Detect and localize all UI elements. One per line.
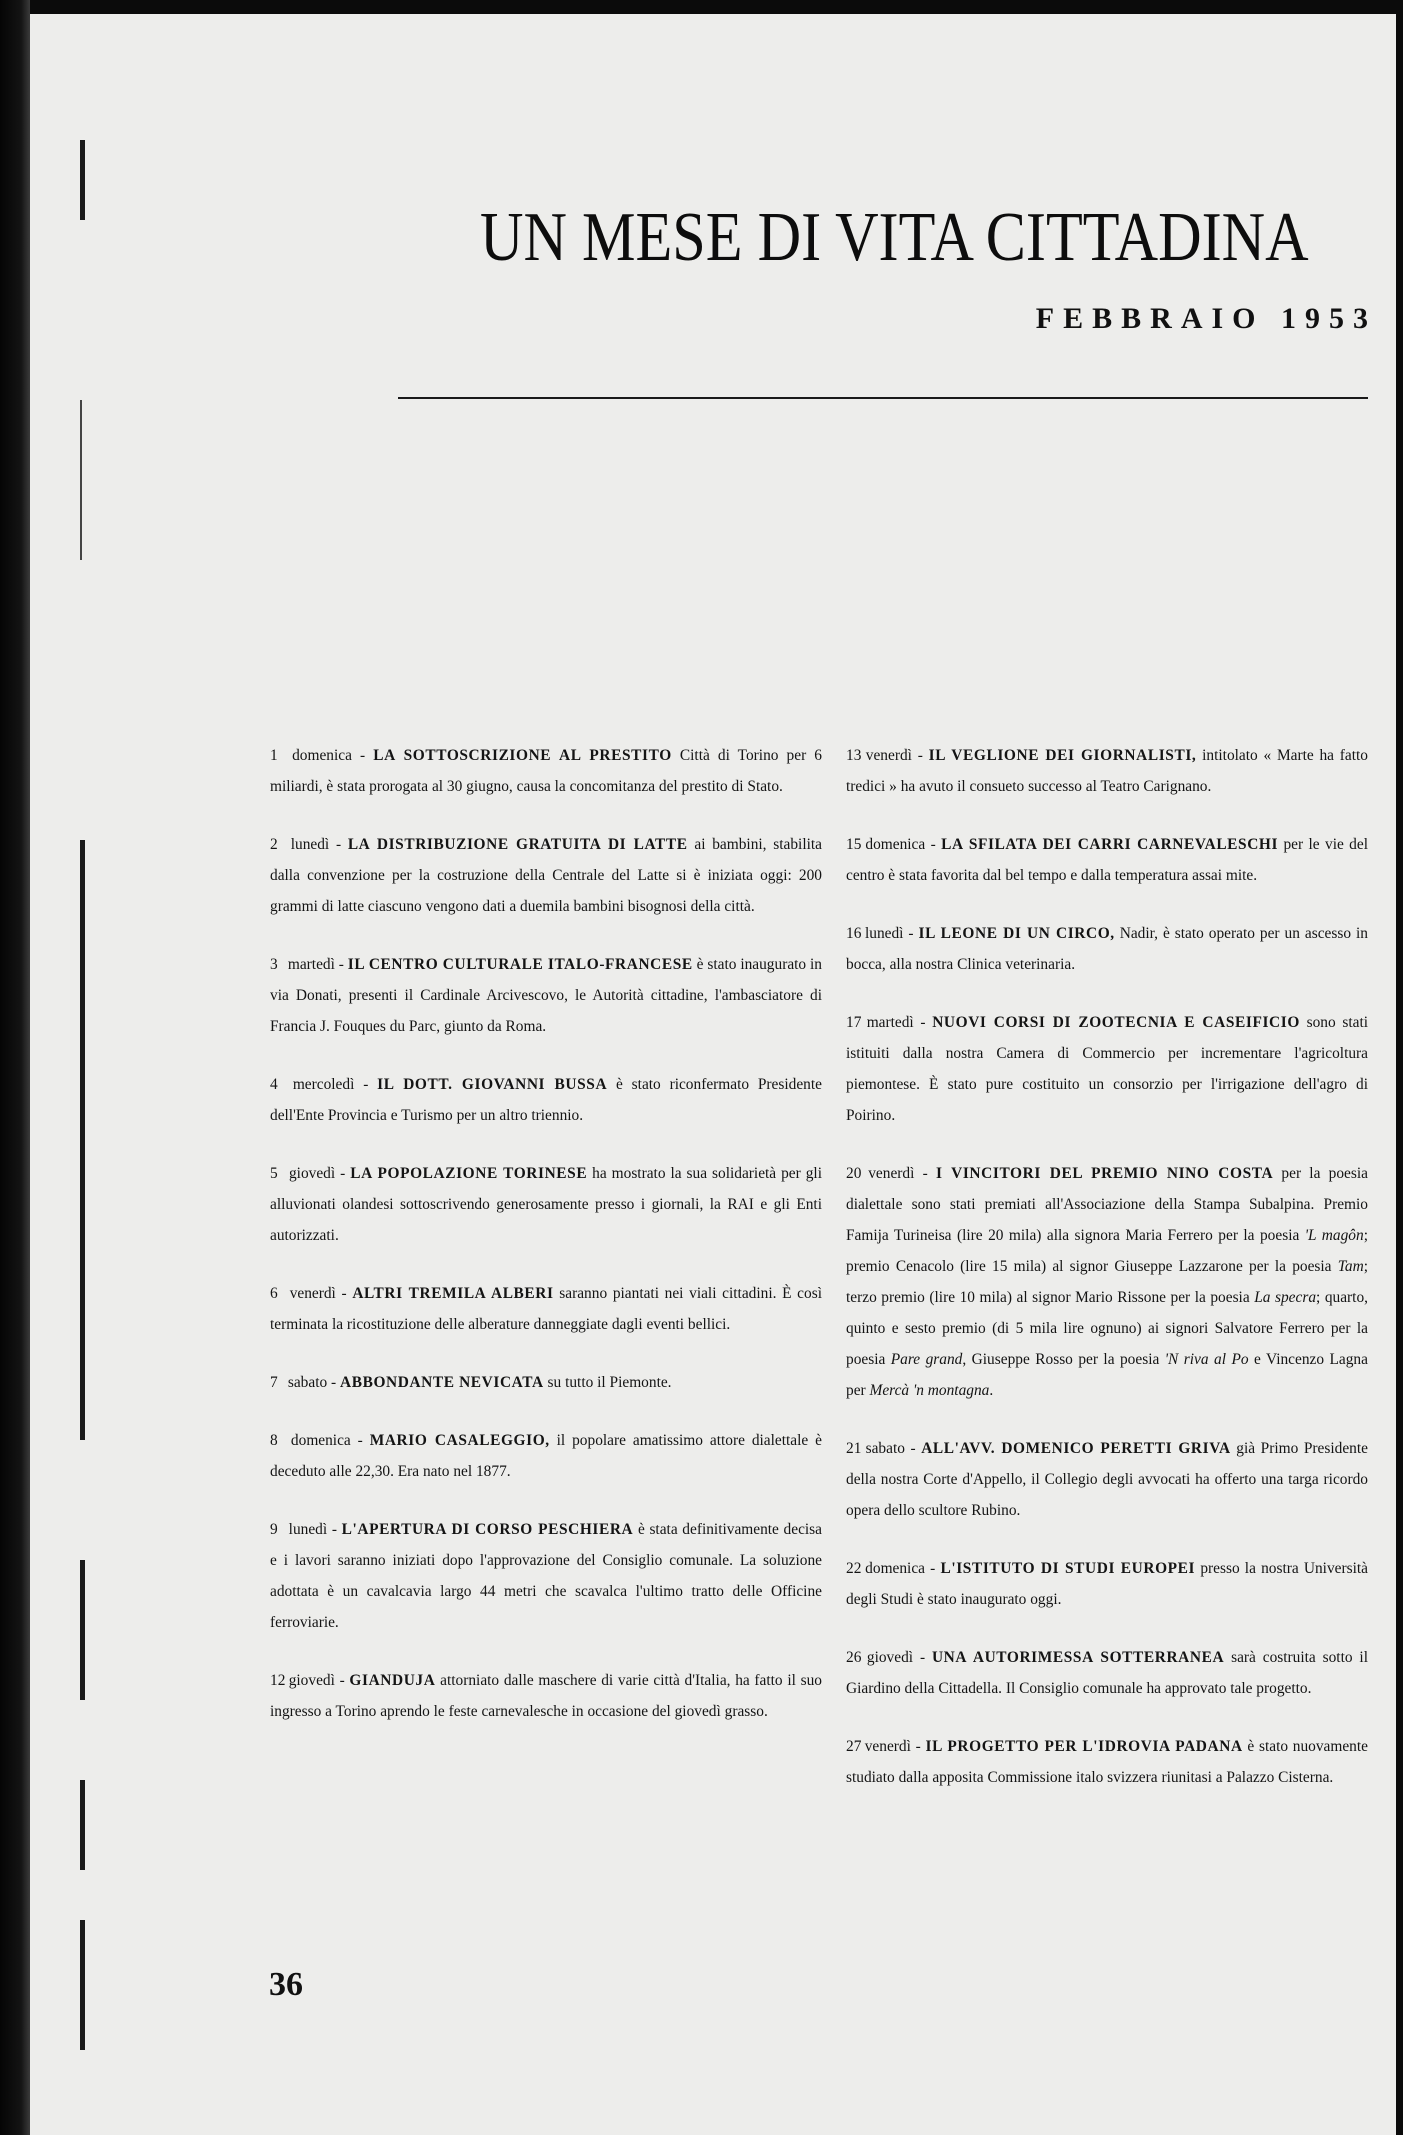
entry-day-number: 7	[270, 1374, 278, 1391]
chronicle-entry: 16 lunedì - IL LEONE DI UN CIRCO, Nadir, è stato operato per un ascesso in bocca, alla nostra Clinica veterinaria.	[846, 918, 1368, 980]
entry-body: è stato riconfermato Presidente dell'Ente Provincia e Turismo per un altro triennio.	[270, 1076, 822, 1124]
entry-day-number: 22	[846, 1560, 862, 1577]
entry-headline: MARIO CASALEGGIO,	[369, 1432, 550, 1449]
entry-body: attorniato dalle maschere di varie città d'Italia, ha fatto il suo ingresso a Torino aprendo le feste carnevalesche in occasione del giovedì grasso.	[270, 1672, 822, 1720]
entry-headline: ABBONDANTE NEVICATA	[340, 1374, 544, 1391]
entry-weekday: martedì	[287, 956, 335, 973]
entry-weekday: giovedì	[866, 1649, 914, 1666]
entry-body: intitolato « Marte ha fatto tredici » ha avuto il consueto successo al Teatro Carignano.	[846, 747, 1368, 795]
chronicle-entry: 4 mercoledì - IL DOTT. GIOVANNI BUSSA è stato riconfermato Presidente dell'Ente Provincia e Turismo per un altro triennio.	[270, 1069, 822, 1131]
entry-body: ai bambini, stabilita dalla convenzione per la costruzione della Centrale del Latte si è iniziata oggi: 200 grammi di latte ciascuno vengono dati a duemila bambini bisognosi della città.	[270, 836, 822, 915]
entry-weekday: giovedì	[288, 1672, 335, 1689]
entry-day-number: 3	[270, 956, 278, 973]
entry-body: ; premio Cenacolo (lire 15 mila) al signor Giuseppe Lazzarone per la poesia	[846, 1227, 1368, 1275]
poem-title: 'L magôn	[1304, 1227, 1364, 1244]
entry-body: , Giuseppe Rosso per la poesia	[962, 1351, 1160, 1368]
chronicle-entry: 13 venerdì - IL VEGLIONE DEI GIORNALISTI, intitolato « Marte ha fatto tredici » ha avuto il consueto successo al Teatro Carignano.	[846, 740, 1368, 802]
entry-body: Nadir, è stato operato per un ascesso in bocca, alla nostra Clinica veterinaria.	[846, 925, 1368, 973]
entry-body: per la poesia dialettale sono stati premiati all'Associazione della Stampa Subalpina. Premio Famija Turineisa (lire 20 mila) alla signora Maria Ferrero per la poesia	[846, 1165, 1368, 1244]
chronicle-entry: 6 venerdì - ALTRI TREMILA ALBERI saranno piantati nei viali cittadini. È così terminata la ricostituzione delle alberature danneggiate dagli eventi bellici.	[270, 1278, 822, 1340]
entry-headline: IL DOTT. GIOVANNI BUSSA	[377, 1076, 608, 1093]
chronicle-entry: 1 domenica - LA SOTTOSCRIZIONE AL PRESTITO Città di Torino per 6 miliardi, è stata prorogata al 30 giugno, causa la concomitanza del prestito di Stato.	[270, 740, 822, 802]
chronicle-entry: 8 domenica - MARIO CASALEGGIO, il popolare amatissimo attore dialettale è deceduto alle 22,30. Era nato nel 1877.	[270, 1425, 822, 1487]
chronicle-entry: 7 sabato - ABBONDANTE NEVICATA su tutto il Piemonte.	[270, 1367, 822, 1398]
entry-body: il popolare amatissimo attore dialettale è deceduto alle 22,30. Era nato nel 1877.	[270, 1432, 822, 1480]
entry-headline: IL VEGLIONE DEI GIORNALISTI,	[928, 747, 1197, 764]
entry-day-number: 5	[270, 1165, 278, 1182]
entry-day-number: 15	[846, 836, 862, 853]
chronicle-entry: 2 lunedì - LA DISTRIBUZIONE GRATUITA DI LATTE ai bambini, stabilita dalla convenzione per la costruzione della Centrale del Latte si è iniziata oggi: 200 grammi di latte ciascuno vengono dati a duemila bambini bisognosi della città.	[270, 829, 822, 922]
entry-day-number: 26	[846, 1649, 862, 1666]
entry-body: per le vie del centro è stata favorita dal bel tempo e dalla temperatura assai mite.	[846, 836, 1368, 884]
poem-title: La specra	[1254, 1289, 1317, 1306]
scan-mark	[80, 1920, 85, 2050]
entry-headline: LA POPOLAZIONE TORINESE	[350, 1165, 588, 1182]
entry-headline: NUOVI CORSI DI ZOOTECNIA E CASEIFICIO	[932, 1014, 1300, 1031]
chronicle-entry: 15 domenica - LA SFILATA DEI CARRI CARNEVALESCHI per le vie del centro è stata favorita dal bel tempo e dalla temperatura assai mite.	[846, 829, 1368, 891]
entry-body: è stato inaugurato in via Donati, presenti il Cardinale Arcivescovo, le Autorità cittadine, l'ambasciatore di Francia J. Fouques du Parc, giunto da Roma.	[270, 956, 822, 1035]
scan-border-top	[0, 0, 1403, 14]
entry-body: su tutto il Piemonte.	[547, 1374, 672, 1391]
page-number: 36	[269, 1966, 303, 2003]
entry-body: saranno piantati nei viali cittadini. È così terminata la ricostituzione delle alberature danneggiate dagli eventi bellici.	[270, 1285, 822, 1333]
poem-title: Mercà 'n montagna	[869, 1382, 990, 1399]
entry-day-number: 4	[270, 1076, 278, 1093]
scan-border-right	[1396, 0, 1403, 2135]
entry-headline: L'ISTITUTO DI STUDI EUROPEI	[940, 1560, 1196, 1577]
entry-weekday: giovedì	[288, 1165, 336, 1182]
entry-weekday: lunedì	[288, 1521, 328, 1538]
entry-day-number: 12	[270, 1672, 286, 1689]
entry-body: sarà costruita sotto il Giardino della Cittadella. Il Consiglio comunale ha approvato tale progetto.	[846, 1649, 1368, 1697]
entry-day-number: 6	[270, 1285, 278, 1302]
entry-headline: IL PROGETTO PER L'IDROVIA PADANA	[925, 1738, 1243, 1755]
entry-weekday: venerdì	[289, 1285, 336, 1302]
entry-body: .	[989, 1382, 994, 1399]
entry-day-number: 17	[846, 1014, 862, 1031]
entry-body: è stata definitivamente decisa e i lavori saranno iniziati dopo l'approvazione del Consiglio comunale. La soluzione adottata è un cavalcavia largo 44 metri che scavalca l'ultimo tratto delle Officine ferroviarie.	[270, 1521, 823, 1631]
entry-day-number: 21	[846, 1440, 862, 1457]
chronicle-entry: 22 domenica - L'ISTITUTO DI STUDI EUROPEI presso la nostra Università degli Studi è stato inaugurato oggi.	[846, 1553, 1368, 1615]
entry-headline: L'APERTURA DI CORSO PESCHIERA	[341, 1521, 634, 1538]
poem-title: Tam	[1337, 1258, 1364, 1275]
entry-headline: IL LEONE DI UN CIRCO,	[918, 925, 1115, 942]
entry-body: presso la nostra Università degli Studi è stato inaugurato oggi.	[846, 1560, 1368, 1608]
entry-day-number: 9	[270, 1521, 278, 1538]
entry-weekday: sabato	[865, 1440, 905, 1457]
right-column	[846, 740, 1368, 1820]
entry-weekday: domenica	[865, 836, 926, 853]
entry-day-number: 16	[846, 925, 862, 942]
entry-day-number: 8	[270, 1432, 278, 1449]
entry-headline: LA SFILATA DEI CARRI CARNEVALESCHI	[941, 836, 1279, 853]
entry-weekday: domenica	[865, 1560, 925, 1577]
entry-day-number: 2	[270, 836, 278, 853]
entry-headline: I VINCITORI DEL PREMIO NINO COSTA	[935, 1165, 1274, 1182]
scan-mark	[80, 840, 85, 1440]
poem-title: Pare grand	[890, 1351, 963, 1368]
entry-headline: LA DISTRIBUZIONE GRATUITA DI LATTE	[347, 836, 688, 853]
entry-weekday: sabato	[287, 1374, 328, 1391]
chronicle-entry: 5 giovedì - LA POPOLAZIONE TORINESE ha mostrato la sua solidarietà per gli alluvionati olandesi sottoscrivendo generosamente presso i giornali, la RAI e gli Enti autorizzati.	[270, 1158, 822, 1251]
entry-body: è stato nuovamente studiato dalla apposita Commissione italo svizzera riunitasi a Palazzo Cisterna.	[846, 1738, 1368, 1786]
chronicle-entry: 9 lunedì - L'APERTURA DI CORSO PESCHIERA è stata definitivamente decisa e i lavori saranno iniziati dopo l'approvazione del Consiglio comunale. La soluzione adottata è un cavalcavia largo 44 metri che scavalca l'ultimo tratto delle Officine ferroviarie.	[270, 1514, 822, 1638]
entry-day-number: 27	[846, 1738, 862, 1755]
scan-mark	[80, 400, 82, 560]
entry-weekday: martedì	[866, 1014, 914, 1031]
chronicle-entry: 12 giovedì - GIANDUJA attorniato dalle maschere di varie città d'Italia, ha fatto il suo ingresso a Torino aprendo le feste carnevalesche in occasione del giovedì grasso.	[270, 1665, 822, 1727]
page-title: UN MESE DI VITA CITTADINA	[480, 199, 1309, 276]
entry-body: già Primo Presidente della nostra Corte d'Appello, il Collegio degli avvocati ha offerto una targa ricordo opera dello scultore Rubino.	[846, 1440, 1368, 1519]
entry-body: e Vincenzo Lagna per	[846, 1351, 1368, 1399]
entry-headline: GIANDUJA	[349, 1672, 436, 1689]
entry-headline: UNA AUTORIMESSA SOTTERRANEA	[931, 1649, 1225, 1666]
chronicle-entry: 17 martedì - NUOVI CORSI DI ZOOTECNIA E CASEIFICIO sono stati istituiti dalla nostra Camera di Commercio per incrementare l'agricoltura piemontese. È stato pure costituito un consorzio per l'irrigazione dell'agro di Poirino.	[846, 1007, 1368, 1131]
entry-weekday: venerdì	[865, 747, 912, 764]
entry-body: ; quarto, quinto e sesto premio (di 5 mila lire ognuno) ai signori Salvatore Ferrero per la poesia	[846, 1289, 1368, 1368]
entry-headline: LA SOTTOSCRIZIONE AL PRESTITO	[373, 747, 672, 764]
entry-weekday: venerdì	[864, 1738, 911, 1755]
entry-weekday: domenica	[292, 747, 352, 764]
entry-weekday: domenica	[290, 1432, 351, 1449]
entry-headline: ALL'AVV. DOMENICO PERETTI GRIVA	[921, 1440, 1231, 1457]
chronicle-entry: 26 giovedì - UNA AUTORIMESSA SOTTERRANEA sarà costruita sotto il Giardino della Cittadella. Il Consiglio comunale ha approvato tale progetto.	[846, 1642, 1368, 1704]
page-subtitle-date: FEBBRAIO 1953	[1035, 302, 1377, 335]
title-rule	[398, 397, 1368, 399]
entry-headline: ALTRI TREMILA ALBERI	[352, 1285, 554, 1302]
entry-body: ha mostrato la sua solidarietà per gli alluvionati olandesi sottoscrivendo generosamente presso i giornali, la RAI e gli Enti autorizzati.	[270, 1165, 822, 1244]
chronicle-entry: 21 sabato - ALL'AVV. DOMENICO PERETTI GRIVA già Primo Presidente della nostra Corte d'Appello, il Collegio degli avvocati ha offerto una targa ricordo opera dello scultore Rubino.	[846, 1433, 1368, 1526]
entry-weekday: mercoledì	[292, 1076, 355, 1093]
scan-border-left	[0, 0, 30, 2135]
entry-body: ; terzo premio (lire 10 mila) al signor Mario Rissone per la poesia	[846, 1258, 1368, 1306]
chronicle-entry: 3 martedì - IL CENTRO CULTURALE ITALO-FRANCESE è stato inaugurato in via Donati, presenti il Cardinale Arcivescovo, le Autorità cittadine, l'ambasciatore di Francia J. Fouques du Parc, giunto da Roma.	[270, 949, 822, 1042]
entry-weekday: lunedì	[290, 836, 330, 853]
scan-mark	[80, 1780, 85, 1870]
entry-body: Città di Torino per 6 miliardi, è stata prorogata al 30 giugno, causa la concomitanza del prestito di Stato.	[270, 747, 822, 795]
scan-mark	[80, 140, 85, 220]
entry-headline: IL CENTRO CULTURALE ITALO-FRANCESE	[347, 956, 693, 973]
entry-weekday: venerdì	[868, 1165, 915, 1182]
left-column	[270, 740, 822, 1754]
entry-day-number: 1	[270, 747, 278, 764]
entry-weekday: lunedì	[864, 925, 904, 942]
scan-edge-marks	[80, 140, 120, 2040]
chronicle-entry: 20 venerdì - I VINCITORI DEL PREMIO NINO COSTA per la poesia dialettale sono stati premiati all'Associazione della Stampa Subalpina. Premio Famija Turineisa (lire 20 mila) alla signora Maria Ferrero per la poesia 'L magôn; premio Cenacolo (lire 15 mila) al signor Giuseppe Lazzarone per la poesia Tam; terzo premio (lire 10 mila) al signor Mario Rissone per la poesia La specra; quarto, quinto e sesto premio (di 5 mila lire ognuno) ai signori Salvatore Ferrero per la poesia Pare grand, Giuseppe Rosso per la poesia 'N riva al Po e Vincenzo Lagna per Mercà 'n montagna.	[846, 1158, 1368, 1406]
scan-mark	[80, 1560, 85, 1700]
entry-day-number: 13	[846, 747, 862, 764]
chronicle-entry: 27 venerdì - IL PROGETTO PER L'IDROVIA PADANA è stato nuovamente studiato dalla apposita Commissione italo svizzera riunitasi a Palazzo Cisterna.	[846, 1731, 1368, 1793]
entry-body: sono stati istituiti dalla nostra Camera di Commercio per incrementare l'agricoltura piemontese. È stato pure costituito un consorzio per l'irrigazione dell'agro di Poirino.	[846, 1014, 1368, 1124]
entry-day-number: 20	[846, 1165, 862, 1182]
poem-title: 'N riva al Po	[1164, 1351, 1249, 1368]
